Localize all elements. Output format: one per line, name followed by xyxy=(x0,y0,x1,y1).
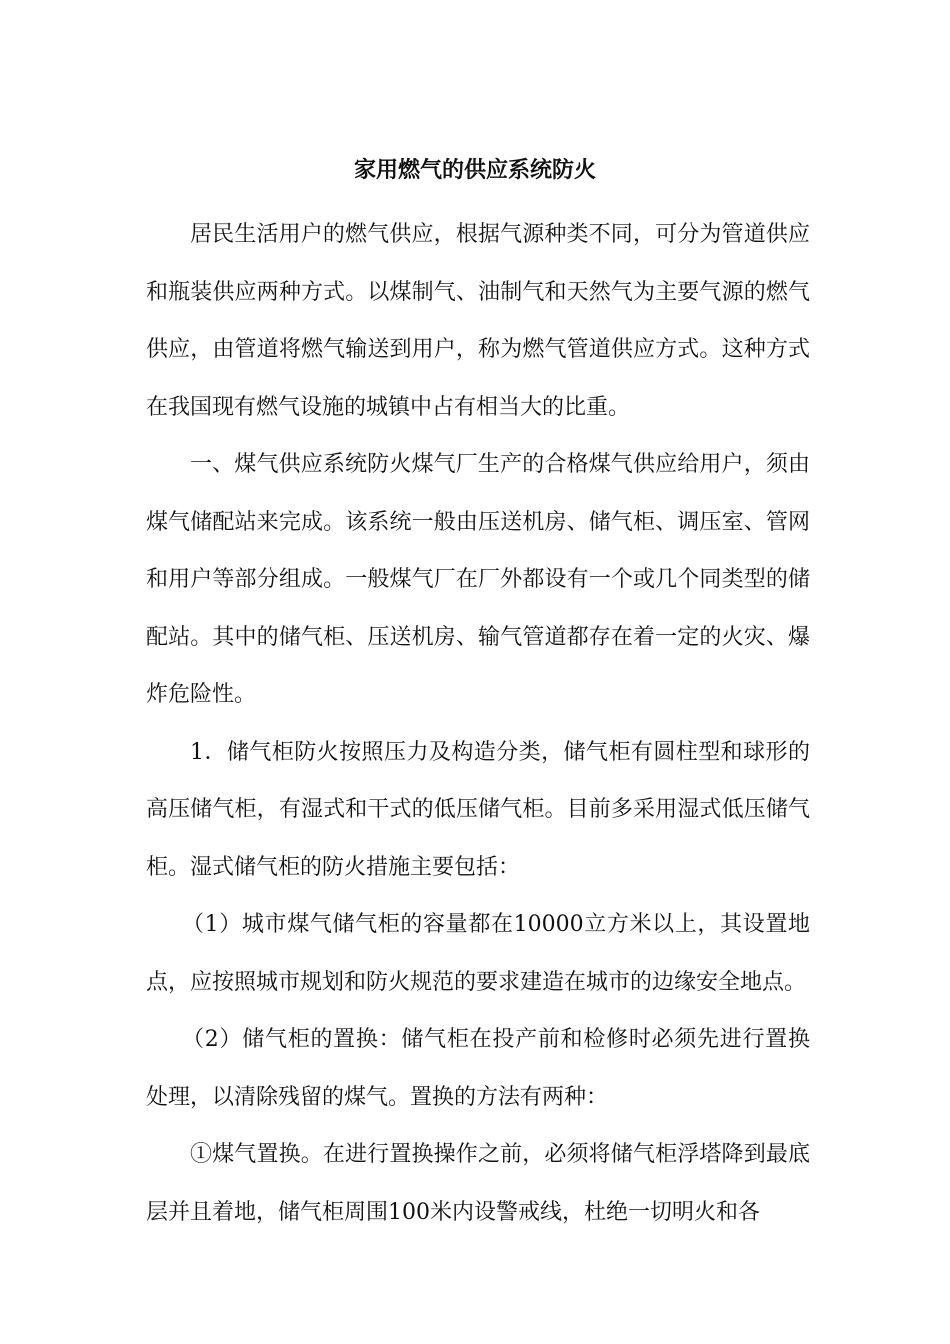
paragraph-item-1: （1）城市煤气储气柜的容量都在10000立方米以上，其设置地点，应按照城市规划和防火规范的要求建造在城市的边缘安全地点。 xyxy=(146,912,810,995)
document-body xyxy=(146,206,810,1241)
paragraph-intro: 居民生活用户的燃气供应，根据气源种类不同，可分为管道供应和瓶装供应两种方式。以煤制气、油制气和天然气为主要气源的燃气供应，由管道将燃气输送到用户，称为燃气管道供应方式。这种方式在我国现有燃气设施的城镇中占有相当大的比重。 xyxy=(146,222,810,420)
paragraph-section-1: 一、煤气供应系统防火煤气厂生产的合格煤气供应给用户，须由煤气储配站来完成。该系统一般由压送机房、储气柜、调压室、管网和用户等部分组成。一般煤气厂在厂外都设有一个或几个同类型的储配站。其中的储气柜、压送机房、输气管道都存在着一定的火灾、爆炸危险性。 xyxy=(146,452,810,707)
document-title: 家用燃气的供应系统防火 xyxy=(353,157,596,183)
paragraph-item-2-method-1: ①煤气置换。在进行置换操作之前，必须将储气柜浮塔降到最底层并且着地，储气柜周围100米内设警戒线，杜绝一切明火和各 xyxy=(146,1142,810,1225)
paragraph-gas-holder: 1．储气柜防火按照压力及构造分类，储气柜有圆柱型和球形的高压储气柜，有湿式和干式的低压储气柜。目前多采用湿式低压储气柜。湿式储气柜的防火措施主要包括： xyxy=(146,739,810,880)
paragraph-item-2: （2）储气柜的置换：储气柜在投产前和检修时必须先进行置换处理，以清除残留的煤气。置换的方法有两种： xyxy=(146,1027,810,1110)
